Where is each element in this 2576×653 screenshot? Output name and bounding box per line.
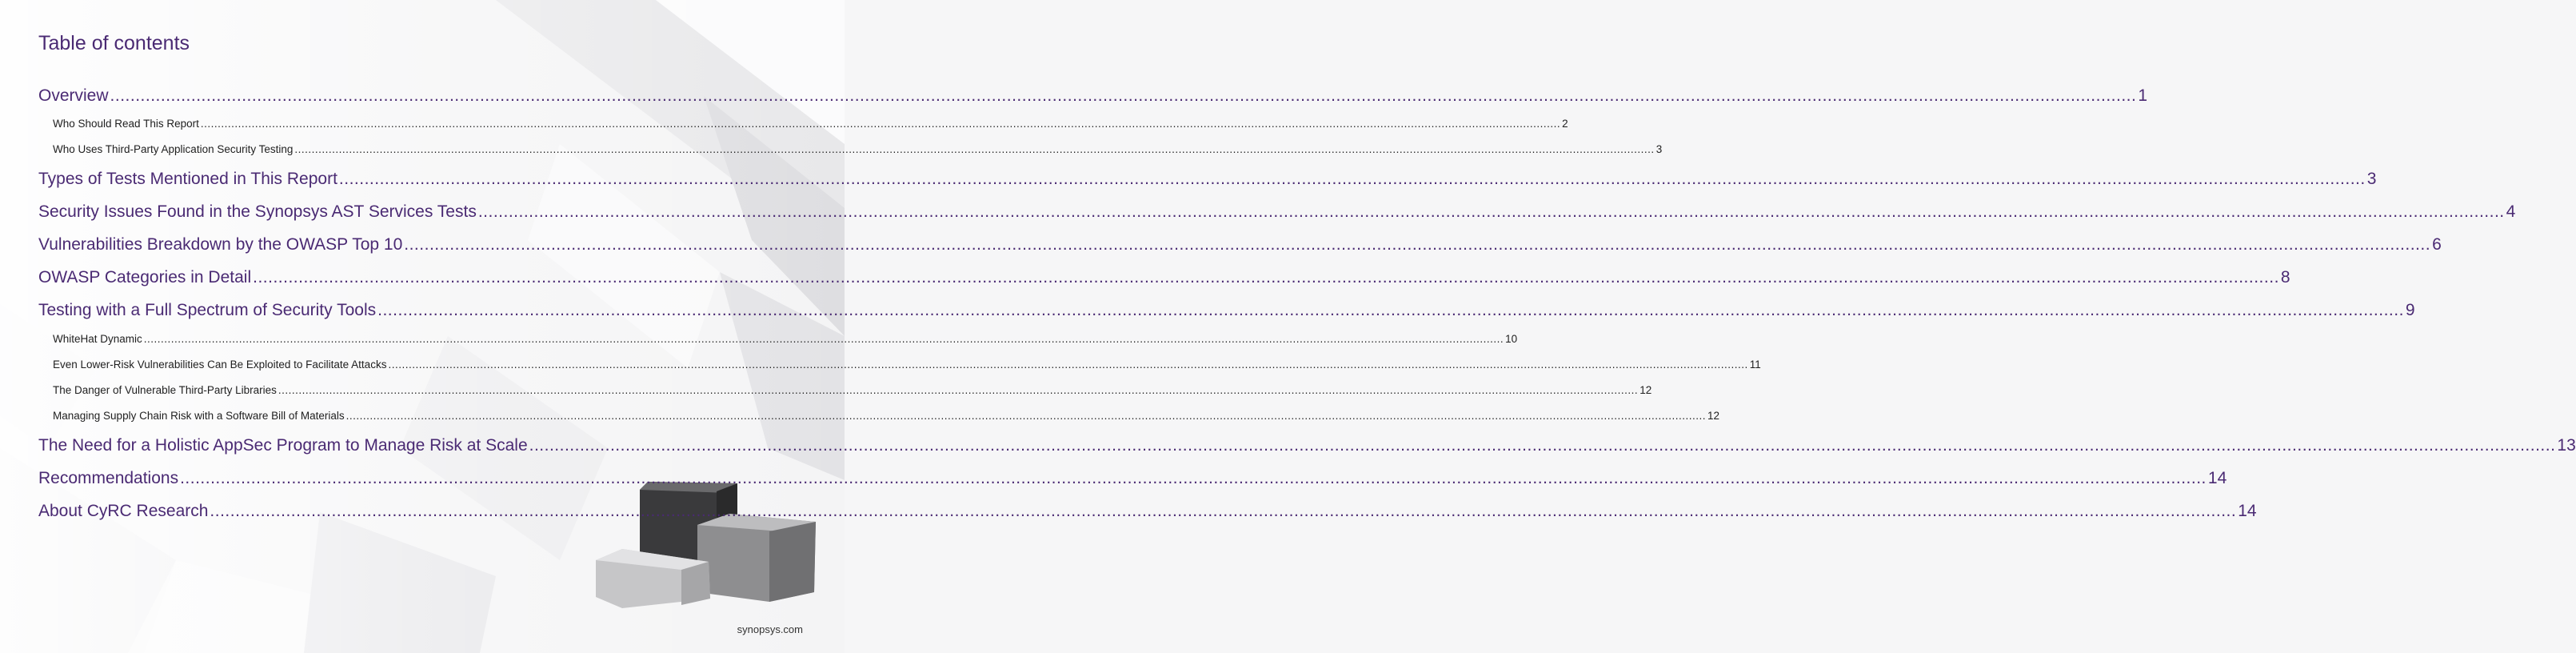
toc-entry-page-number: 14 xyxy=(2207,469,2227,487)
toc-entry[interactable] xyxy=(38,79,2148,111)
toc-entry-label: Overview xyxy=(38,86,109,105)
toc-entry-label: The Danger of Vulnerable Third-Party Libraries xyxy=(53,384,277,396)
toc-entry[interactable] xyxy=(38,195,2516,228)
dot-leader: ................................................................................................................................................................................................................................................................................................................................................................................................................ xyxy=(253,268,2279,286)
toc-entry-page-number: 8 xyxy=(2280,268,2290,286)
toc-entry[interactable] xyxy=(38,462,2227,495)
toc-entry-label: Types of Tests Mentioned in This Report xyxy=(38,170,337,188)
dot-leader: ................................................................................................................................................................................................................................................................................................................................................................................................................ xyxy=(278,384,1639,396)
toc-subentry[interactable] xyxy=(38,378,1652,403)
toc-entry-page-number: 6 xyxy=(2432,235,2442,254)
dot-leader: ................................................................................................................................................................................................................................................................................................................................................................................................................ xyxy=(210,502,2237,520)
toc-entry-label: Security Issues Found in the Synopsys AST Services Tests xyxy=(38,202,477,221)
toc-entry[interactable] xyxy=(38,294,2415,326)
toc-entry[interactable] xyxy=(38,429,2576,462)
toc-subentry[interactable] xyxy=(38,326,1518,352)
toc-subentry[interactable] xyxy=(38,111,1568,137)
toc-entry-page-number: 12 xyxy=(1707,410,1719,422)
toc-entry[interactable] xyxy=(38,261,2290,294)
toc-entry-page-number: 1 xyxy=(2138,86,2148,105)
toc-entry-label: Vulnerabilities Breakdown by the OWASP Top 10 xyxy=(38,235,403,254)
dot-leader: ................................................................................................................................................................................................................................................................................................................................................................................................................ xyxy=(404,235,2431,254)
toc-entry-page-number: 4 xyxy=(2506,202,2516,221)
dot-leader: ................................................................................................................................................................................................................................................................................................................................................................................................................ xyxy=(294,143,1655,155)
toc-entry-label: Recommendations xyxy=(38,469,179,487)
toc-entry-page-number: 2 xyxy=(1562,118,1568,130)
toc-entry-page-number: 3 xyxy=(2366,170,2377,188)
toc-entry[interactable] xyxy=(38,495,2257,527)
dot-leader: ................................................................................................................................................................................................................................................................................................................................................................................................................ xyxy=(477,202,2505,221)
toc-entry-label: Who Uses Third-Party Application Security Testing xyxy=(53,143,294,155)
toc-subentry[interactable] xyxy=(38,137,1663,162)
dot-leader: ................................................................................................................................................................................................................................................................................................................................................................................................................ xyxy=(377,301,2404,319)
toc-entry-page-number: 11 xyxy=(1749,359,1761,371)
toc-entry-page-number: 12 xyxy=(1639,384,1652,396)
toc-entry-page-number: 10 xyxy=(1505,333,1518,345)
toc-entry-label: About CyRC Research xyxy=(38,502,209,520)
dot-leader: ................................................................................................................................................................................................................................................................................................................................................................................................................ xyxy=(143,333,1504,345)
page-title: Table of contents xyxy=(38,32,190,54)
toc-entry-page-number: 3 xyxy=(1655,143,1663,155)
toc-entry-page-number: 13 xyxy=(2557,436,2576,455)
dot-leader: ................................................................................................................................................................................................................................................................................................................................................................................................................ xyxy=(338,170,2366,188)
toc-entry-label: Testing with a Full Spectrum of Security Tools xyxy=(38,301,377,319)
toc-subentry[interactable] xyxy=(38,352,1761,378)
toc-subentry[interactable] xyxy=(38,403,1719,429)
footer-url[interactable]: synopsys.com xyxy=(737,623,803,635)
toc-entry-page-number: 14 xyxy=(2238,502,2257,520)
toc-entry-page-number: 9 xyxy=(2405,301,2415,319)
toc-entry-label: Managing Supply Chain Risk with a Software Bill of Materials xyxy=(53,410,345,422)
dot-leader: ................................................................................................................................................................................................................................................................................................................................................................................................................ xyxy=(180,469,2207,487)
dot-leader: ................................................................................................................................................................................................................................................................................................................................................................................................................ xyxy=(345,410,1706,422)
toc-entry-label: Who Should Read This Report xyxy=(53,118,199,130)
toc-entry-label: OWASP Categories in Detail xyxy=(38,268,252,286)
dot-leader: ................................................................................................................................................................................................................................................................................................................................................................................................................ xyxy=(388,359,1748,371)
toc-entry-label: WhiteHat Dynamic xyxy=(53,333,142,345)
toc-container xyxy=(38,32,2576,527)
dot-leader: ................................................................................................................................................................................................................................................................................................................................................................................................................ xyxy=(110,86,2137,105)
toc-entry[interactable] xyxy=(38,228,2442,261)
toc-entry-label: Even Lower-Risk Vulnerabilities Can Be Exploited to Facilitate Attacks xyxy=(53,359,387,371)
toc-entry-label: The Need for a Holistic AppSec Program to Manage Risk at Scale xyxy=(38,436,528,455)
toc-entry[interactable] xyxy=(38,162,2377,195)
dot-leader: ................................................................................................................................................................................................................................................................................................................................................................................................................ xyxy=(529,436,2556,455)
toc-list xyxy=(38,79,2576,527)
dot-leader: ................................................................................................................................................................................................................................................................................................................................................................................................................ xyxy=(200,118,1561,130)
